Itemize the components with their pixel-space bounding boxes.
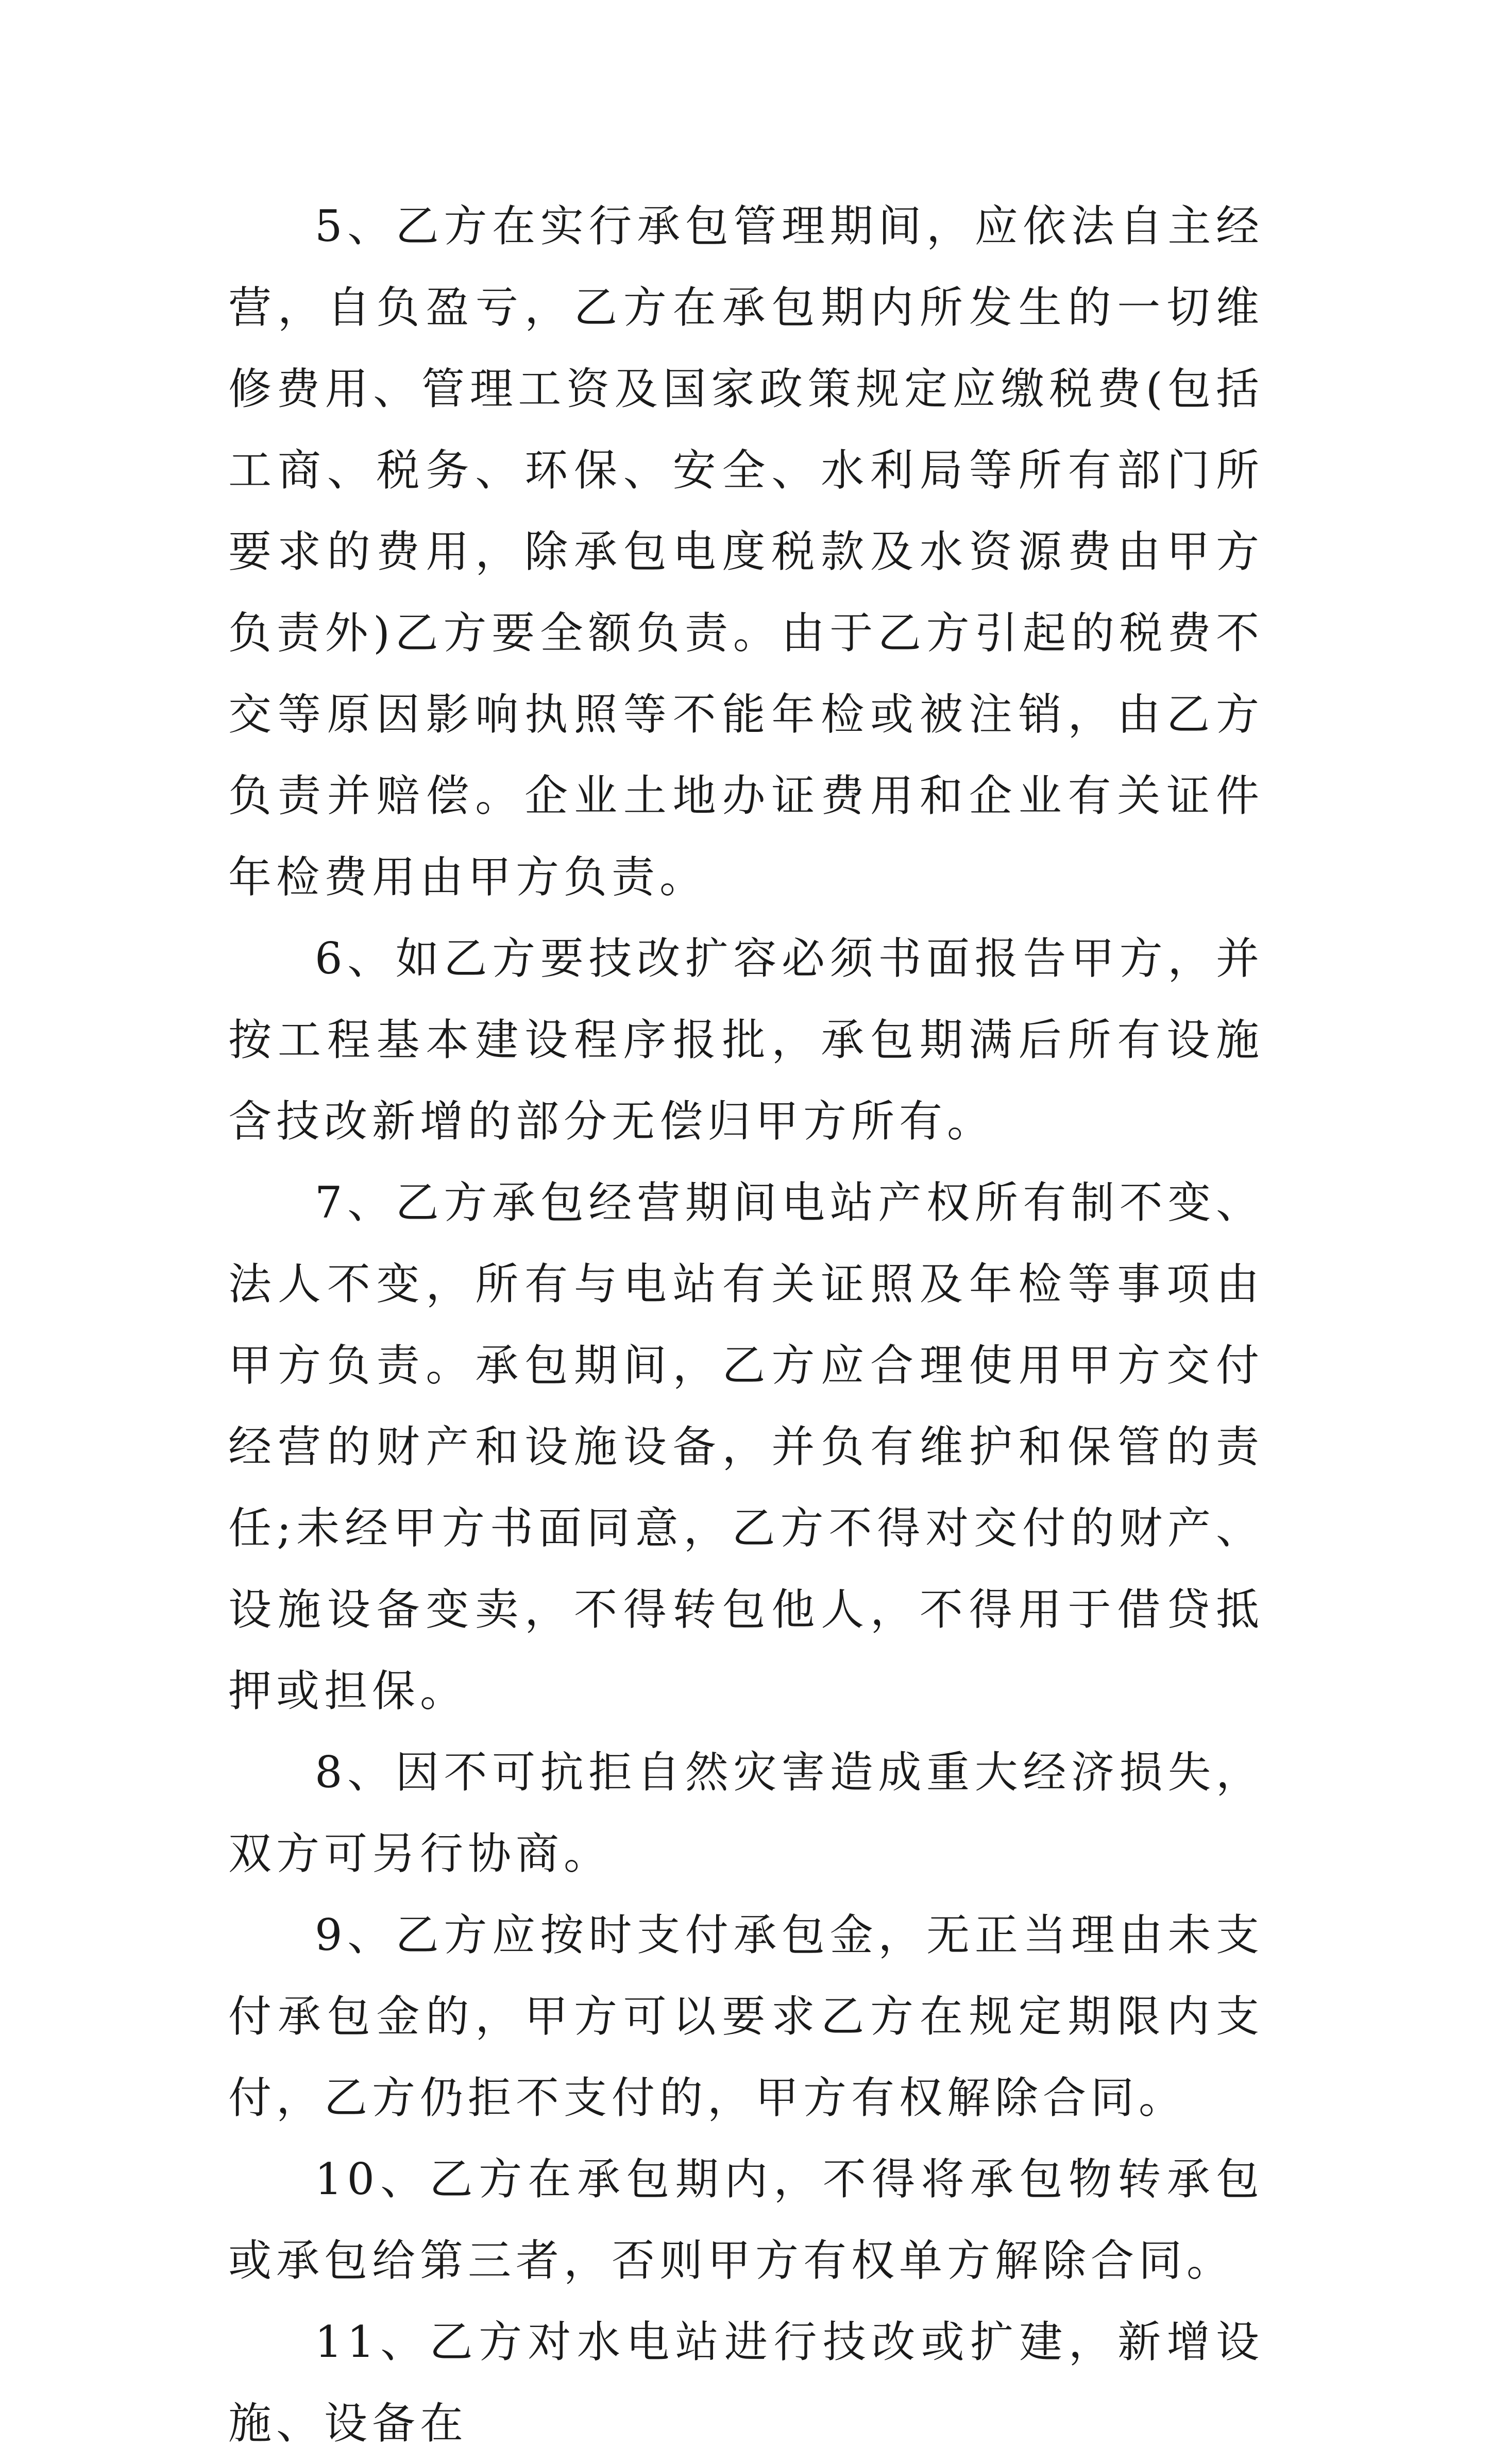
clause-7-paragraph: 7、乙方承包经营期间电站产权所有制不变、法人不变，所有与电站有关证照及年检等事项由甲方负责。承包期间，乙方应合理使用甲方交付经营的财产和设施设备，并负有维护和保管的责任;未经甲方书面同意，乙方不得对交付的财产、设施设备变卖，不得转包他人，不得用于借贷抵押或担保。	[228, 1177, 1264, 1716]
clause-6-paragraph: 6、如乙方要技改扩容必须书面报告甲方，并按工程基本建设程序报批，承包期满后所有设施含技改新增的部分无偿归甲方所有。	[228, 933, 1264, 1147]
clause-11-paragraph: 11、乙方对水电站进行技改或扩建，新增设施、设备在	[228, 2317, 1264, 2449]
clause-5-paragraph: 5、乙方在实行承包管理期间，应依法自主经营，自负盈亏，乙方在承包期内所发生的一切维修费用、管理工资及国家政策规定应缴税费(包括工商、税务、环保、安全、水利局等所有部门所要求的费用，除承包电度税款及水资源费由甲方负责外)乙方要全额负责。由于乙方引起的税费不交等原因影响执照等不能年检或被注销，由乙方负责并赔偿。企业土地办证费用和企业有关证件年检费用由甲方负责。	[228, 201, 1264, 902]
clause-10-paragraph: 10、乙方在承包期内，不得将承包物转承包或承包给第三者，否则甲方有权单方解除合同。	[228, 2154, 1264, 2286]
clause-9-paragraph: 9、乙方应按时支付承包金，无正当理由未支付承包金的，甲方可以要求乙方在规定期限内支付，乙方仍拒不支付的，甲方有权解除合同。	[228, 1910, 1264, 2123]
clause-8-paragraph: 8、因不可抗拒自然灾害造成重大经济损失，双方可另行协商。	[228, 1747, 1264, 1879]
document-body	[228, 185, 1264, 2464]
